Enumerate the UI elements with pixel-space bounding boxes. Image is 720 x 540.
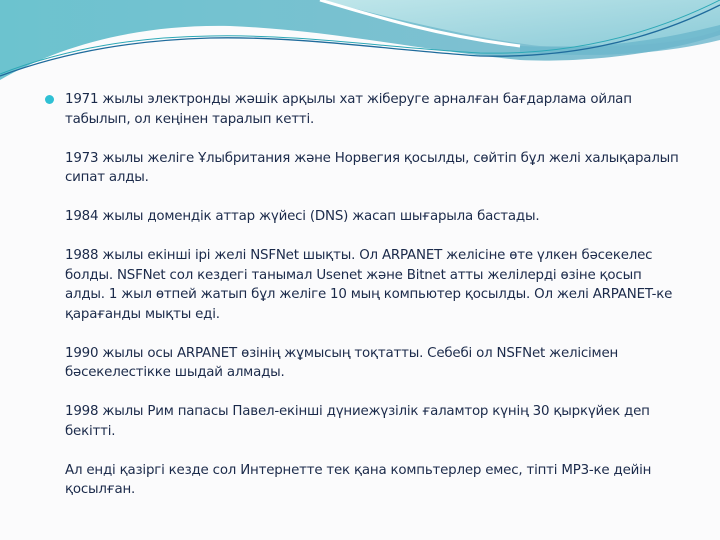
bullet-icon: [45, 95, 54, 104]
paragraph-1971: 1971 жылы электронды жәшік арқылы хат жіберуге арналған бағдарлама ойлап табылып, ол кеңінен таралып кетті.: [65, 92, 632, 127]
header-wave-decoration: [0, 0, 720, 90]
paragraph-1984: 1984 жылы домендік аттар жүйесі (DNS) жасап шығарыла бастады.: [65, 209, 540, 224]
bullet-item: [45, 90, 685, 500]
paragraph-1973: 1973 жылы желіге Ұлыбритания және Норвегия қосылды, сөйтіп бұл желі халықаралып сипат алды.: [65, 150, 679, 185]
paragraph-today: Ал енді қазіргі кезде сол Интернетте тек қана компьтерлер емес, тіпті MP3-ке дейін қосылған.: [65, 462, 652, 497]
paragraph-1990: 1990 жылы осы ARPANET өзінің жұмысың тоқтатты. Себебі ол NSFNet желісімен бәсекелестікке шыдай алмады.: [65, 345, 619, 380]
paragraph-1998: 1998 жылы Рим папасы Павел-екінші дүниежүзілік ғаламтор күнің 30 қыркүйек деп бекітті.: [65, 404, 650, 439]
bullet-text: [65, 90, 685, 500]
slide-content: [45, 90, 685, 500]
paragraph-1988: 1988 жылы екінші ірі желі NSFNet шықты. Ол ARPANET желісіне өте үлкен бәсекелес болды. NSFNet сол кездегі танымал Usenet және Bitnet атты желілерді өзіне қосып алды. 1 жыл өтпей жатып бұл желіге 10 мың компьютер қосылды. Ол желі ARPANET-ке қарағанды мықты еді.: [65, 248, 673, 322]
